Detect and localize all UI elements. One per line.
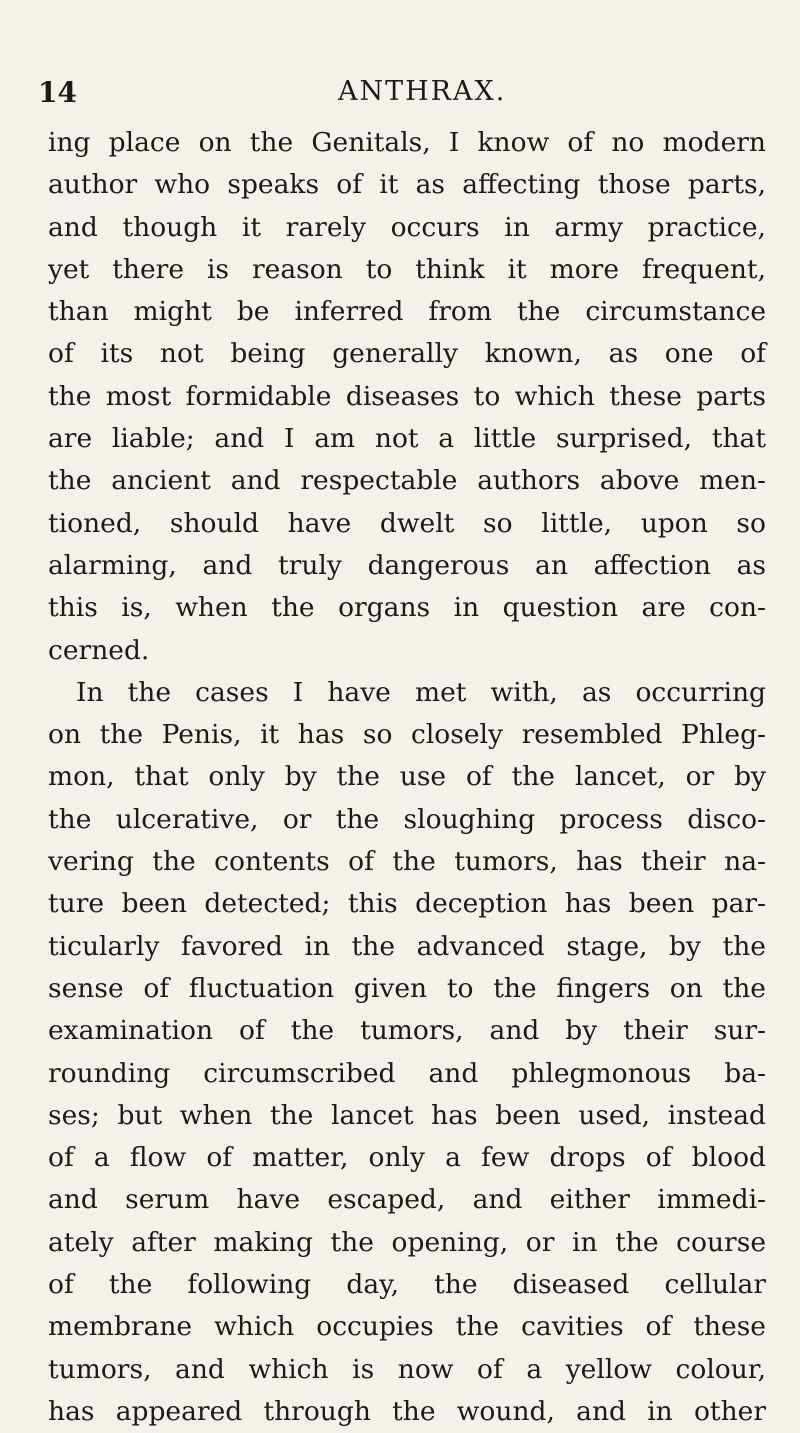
text-line: the ancient and respectable authors above men- <box>48 465 766 497</box>
text-line: sense of fluctuation given to the fingers on the <box>48 972 766 1004</box>
body-text <box>48 122 766 1433</box>
paragraph-end-line: cerned. <box>48 634 150 666</box>
text-line: mon, that only by the use of the lancet, or by <box>48 761 766 793</box>
text-line: ately after making the opening, or in the course <box>48 1226 766 1258</box>
text-line: ing place on the Genitals, I know of no modern <box>48 127 766 158</box>
page-header <box>38 76 762 116</box>
text-line: and though it rarely occurs in army practice, <box>48 211 766 243</box>
text-line: ture been detected; this deception has been par- <box>48 888 766 920</box>
running-head: ANTHRAX. <box>338 76 507 107</box>
text-line: and serum have escaped, and either immedi- <box>48 1184 766 1216</box>
text-line: alarming, and truly dangerous an affection as <box>48 549 766 581</box>
text-line: on the Penis, it has so closely resembled Phleg- <box>48 719 766 751</box>
text-line: yet there is reason to think it more frequent, <box>48 253 766 285</box>
text-line: rounding circumscribed and phlegmonous ba- <box>48 1057 766 1089</box>
text-line: of the following day, the diseased cellular <box>48 1269 766 1301</box>
text-line: ses; but when the lancet has been used, instead <box>48 1099 766 1131</box>
text-line: author who speaks of it as affecting those parts, <box>48 169 766 201</box>
text-line: the ulcerative, or the sloughing process disco- <box>48 803 766 835</box>
text-line: examination of the tumors, and by their sur- <box>48 1015 766 1047</box>
text-line: tumors, and which is now of a yellow colour, <box>48 1353 766 1385</box>
text-line: vering the contents of the tumors, has their na- <box>48 846 766 878</box>
text-line: of a flow of matter, only a few drops of blood <box>48 1142 766 1174</box>
text-line: this is, when the organs in question are con- <box>48 592 766 624</box>
text-line: than might be inferred from the circumstance <box>48 296 766 328</box>
text-line: the most formidable diseases to which these parts <box>48 380 766 412</box>
page-number: 14 <box>38 76 77 109</box>
text-line: has appeared through the wound, and in other <box>48 1395 766 1427</box>
text-line: of its not being generally known, as one of <box>48 338 766 370</box>
text-line: tioned, should have dwelt so little, upon so <box>48 507 766 539</box>
text-line: membrane which occupies the cavities of these <box>48 1311 766 1343</box>
text-line: are liable; and I am not a little surprised, that <box>48 423 766 455</box>
paragraph-start-line: In the cases I have met with, as occurring <box>76 676 766 708</box>
text-line: ticularly favored in the advanced stage, by the <box>48 930 766 962</box>
